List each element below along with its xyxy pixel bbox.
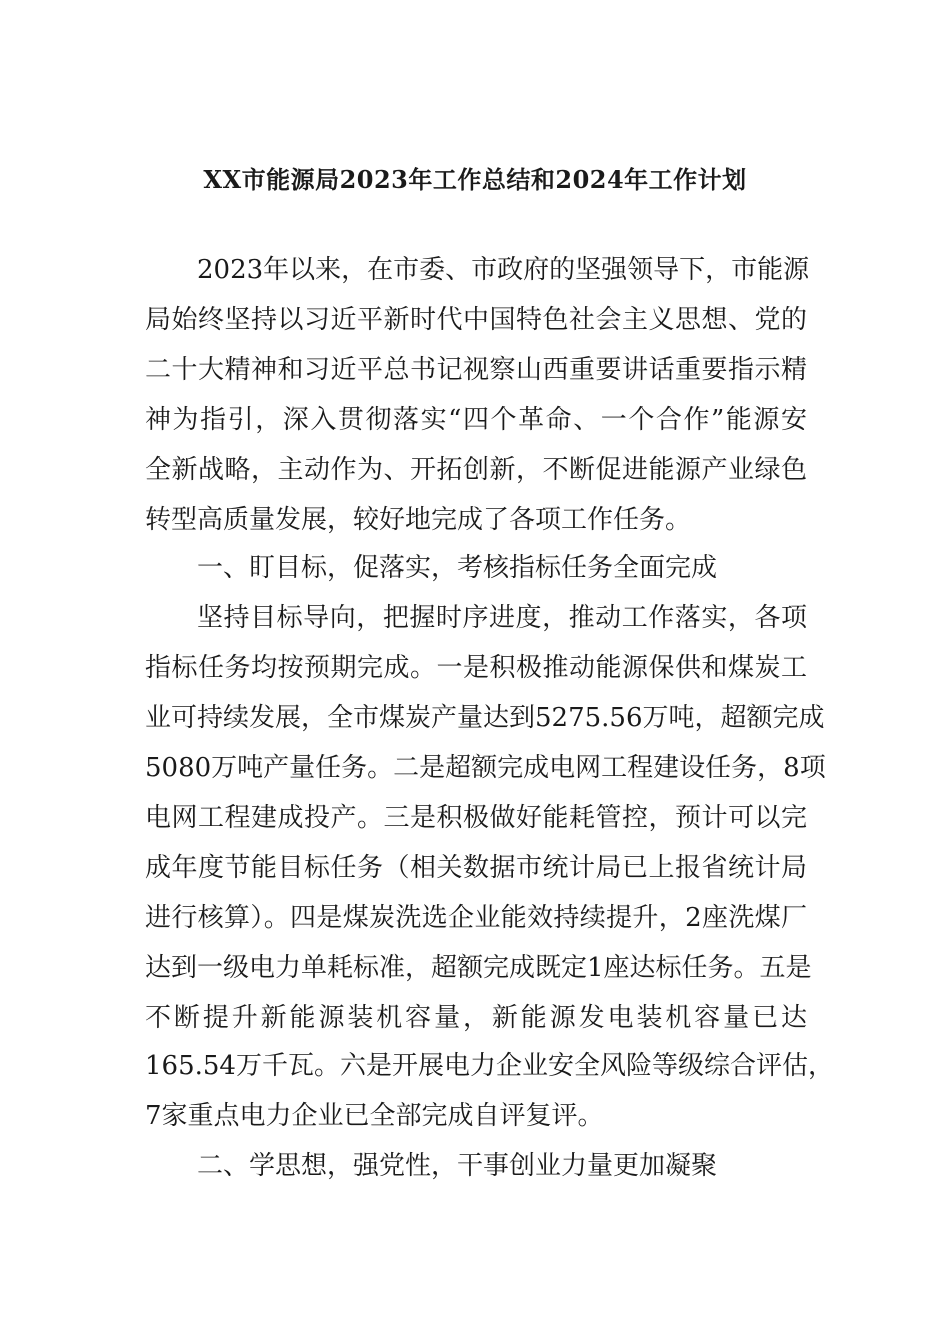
paragraph-line: 二十大精神和习近平总书记视察山西重要讲话重要指示精 (145, 355, 807, 385)
paragraph-line: 165.54万千瓦。六是开展电力企业安全风险等级综合评估， (145, 1051, 834, 1081)
paragraph-line: 转型高质量发展，较好地完成了各项工作任务。 (145, 505, 692, 535)
document-title: XX市能源局2023年工作总结和2024年工作计划 (203, 165, 747, 194)
paragraph-line: 5080万吨产量任务。二是超额完成电网工程建设任务，8项 (145, 753, 826, 783)
paragraph-line: 业可持续发展，全市煤炭产量达到5275.56万吨，超额完成 (145, 703, 825, 733)
section-heading: 一、盯目标，促落实，考核指标任务全面完成 (197, 553, 718, 583)
paragraph-line: 电网工程建成投产。三是积极做好能耗管控，预计可以完 (145, 803, 807, 833)
paragraph-line: 全新战略，主动作为、开拓创新，不断促进能源产业绿色 (145, 455, 807, 485)
paragraph-line: 指标任务均按预期完成。一是积极推动能源保供和煤炭工 (145, 653, 807, 683)
paragraph-line: 神为指引，深入贯彻落实“四个革命、一个合作”能源安 (145, 405, 807, 435)
paragraph-line: 局始终坚持以习近平新时代中国特色社会主义思想、党的 (145, 305, 807, 335)
paragraph-line: 坚持目标导向，把握时序进度，推动工作落实，各项 (197, 603, 807, 633)
paragraph-line: 成年度节能目标任务（相关数据市统计局已上报省统计局 (145, 853, 807, 883)
section-heading: 二、学思想，强党性，干事创业力量更加凝聚 (197, 1151, 718, 1181)
paragraph-line: 2023年以来，在市委、市政府的坚强领导下，市能源 (197, 255, 810, 285)
paragraph-line: 进行核算）。四是煤炭洗选企业能效持续提升，2座洗煤厂 (145, 903, 807, 933)
paragraph-line: 不断提升新能源装机容量，新能源发电装机容量已达 (145, 1003, 807, 1033)
paragraph-line: 7家重点电力企业已全部完成自评复评。 (145, 1101, 604, 1131)
paragraph-line: 达到一级电力单耗标准，超额完成既定1座达标任务。五是 (145, 953, 812, 983)
